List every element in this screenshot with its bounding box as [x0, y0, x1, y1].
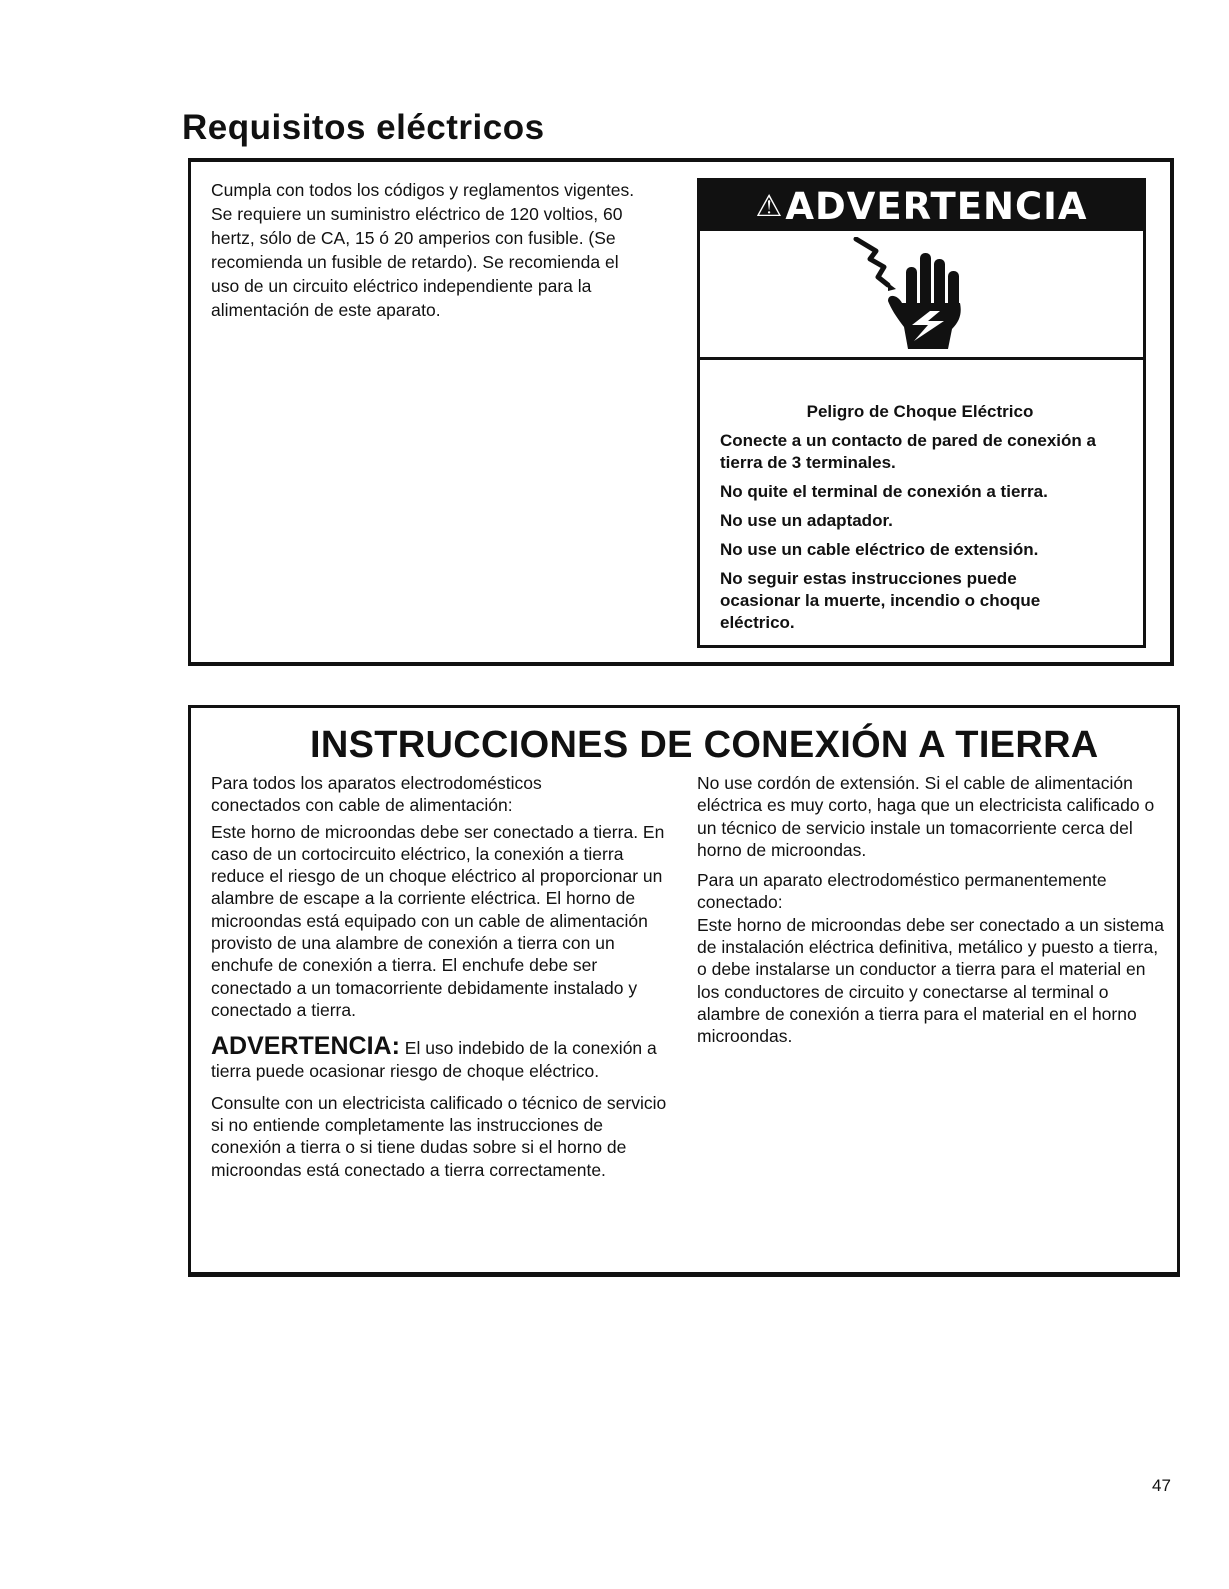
electric-shock-hand-icon: [848, 237, 978, 353]
paragraph: Este horno de microondas debe ser conectado a tierra. En caso de un cortocircuito eléctrico, la conexión a tierra reduce el riesgo de un choque eléctrico al proporcionar un alambre de escape a la corriente eléctrica. El horno de microondas está equipado con un cable de alimentación provisto de una alambre de conexión a tierra con un enchufe de conexión a tierra. El enchufe debe ser conectado a un tomacorriente debidamente instalado y conectado a tierra.: [211, 821, 665, 1020]
warning-body: [720, 401, 1140, 641]
warning-line: No seguir estas instrucciones puede ocasionar la muerte, incendio o choque eléctrico.: [720, 569, 1041, 632]
grounding-left-column: [211, 772, 676, 1185]
page-number: 47: [1152, 1476, 1171, 1495]
paragraph: Consulte con un electricista calificado o técnico de servicio si no entiende completamente las instrucciones de conexión a tierra o si tiene dudas sobre si el horno de microondas está conectado a tierra correctamente.: [211, 1092, 667, 1180]
warning-icon-area: [700, 231, 1143, 360]
warning-line: No use un adaptador.: [720, 511, 893, 530]
paragraph: Este horno de microondas debe ser conectado a un sistema de instalación eléctrica definitiva, metálico y puesto a tierra, o debe instalarse un conductor a tierra para el material en los conductores de circuito y conectarse al terminal o alambre de conexión a tierra para el material en el horno microondas.: [697, 914, 1164, 1047]
warning-header: [700, 181, 1143, 231]
warning-paragraph: [211, 1032, 676, 1082]
section-title: Requisitos eléctricos: [182, 108, 545, 147]
paragraph: Para todos los aparatos electrodomésticos conectados con cable de alimentación:: [211, 773, 542, 816]
paragraph: Para un aparato electrodoméstico permanentemente conectado:: [697, 870, 1107, 913]
warning-box: [697, 178, 1146, 648]
warning-title: Peligro de Choque Eléctrico: [806, 402, 1034, 421]
paragraph: No use cordón de extensión. Si el cable de alimentación eléctrica es muy corto, haga que un electricista calificado o un técnico de servicio instale un tomacorriente cerca del horno de microondas.: [697, 773, 1155, 860]
warning-text: El uso indebido de la conexión a tierra puede ocasionar riesgo de choque eléctrico.: [211, 1038, 657, 1081]
warning-line: Conecte a un contacto de pared de conexión a tierra de 3 terminales.: [720, 431, 1096, 472]
grounding-right-column: [697, 772, 1167, 1052]
requirements-text: Cumpla con todos los códigos y reglamentos vigentes. Se requiere un suministro eléctrico de 120 voltios, 60 hertz, sólo de CA, 15 ó 20 amperios con fusible. (Se recomienda un fusible de retardo). Se recomienda el uso de un circuito eléctrico independiente para la alimentación de este aparato.: [211, 180, 635, 320]
warning-line: No use un cable eléctrico de extensión.: [720, 540, 1039, 559]
grounding-title: INSTRUCCIONES DE CONEXIÓN A TIERRA: [310, 724, 1099, 766]
warning-line: No quite el terminal de conexión a tierra.: [720, 482, 1048, 501]
warning-triangle-icon: ⚠: [755, 188, 784, 224]
warning-label: ADVERTENCIA:: [211, 1032, 400, 1061]
warning-header-label: ADVERTENCIA: [785, 184, 1088, 228]
